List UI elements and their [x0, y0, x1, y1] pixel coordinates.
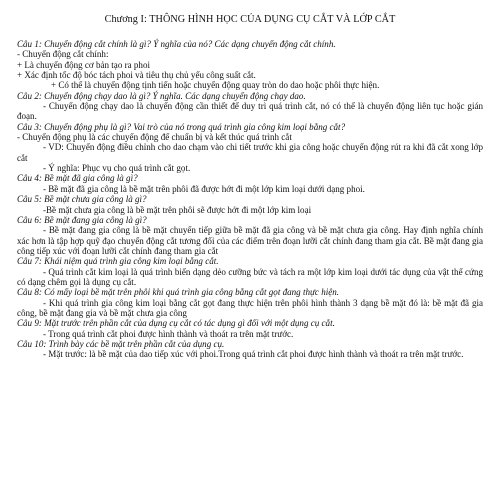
question-heading: Câu 7: Khái niệm quá trình gia công kim loại bằng cắt.: [17, 256, 219, 267]
question-heading: Câu 9: Mặt trước trên phần cắt của dụng cụ cắt có tác dụng gì đối với một dụng cụ cắt.: [17, 318, 335, 329]
question-heading: Câu 8: Có mấy loại bề mặt trên phôi khi quá trình gia công bằng cắt gọt đang thực hiện.: [17, 287, 340, 298]
question-heading: Câu 3: Chuyển động phụ là gì? Vai trò của nó trong quá trình gia công kim loại bằng cắt?: [17, 121, 346, 132]
answer-paragraph: - Ý nghĩa: Phục vụ cho quá trình cắt gọt.: [43, 163, 191, 174]
answer-paragraph: - Quá trình cắt kim loại là quá trình biến dạng dẻo cưỡng bức và tách ra một lớp kim loại dưới tác dụng của vật thể cứng có dạng chêm gọi là dụng cụ cắt.: [17, 266, 483, 287]
answer-paragraph: - Trong quá trình cắt phoi được hình thành và thoát ra trên mặt trước.: [43, 328, 294, 339]
answer-paragraph: -Bề mặt chưa gia công là bề mặt trên phôi sẽ được hớt đi một lớp kim loại: [43, 204, 312, 215]
question-heading: Câu 1: Chuyển động cắt chính là gì? Ý nghĩa của nó? Các dạng chuyển động cắt chính.: [17, 39, 336, 49]
chapter-title: Chương I: THÔNG HÌNH HỌC CỦA DỤNG CỤ CẮT VÀ LỚP CẮT: [104, 14, 396, 25]
answer-paragraph: - Bề mặt đang gia công là bề mặt chuyển tiếp giữa bề mặt đã gia công và bề mặt chưa gia công. Hay định nghĩa chính xác hơn là tập hợp quỹ đạo chuyển động cắt tương đối của các điểm trên đoạn lưỡi cắt chính đang tham gia cắt. Bề mặt đang gia công tiếp xúc với đoạn lưỡi cắt chính đang tham gia cắt: [17, 225, 483, 256]
question-heading: Câu 6: Bề mặt đang gia công là gì?: [17, 214, 147, 225]
question-heading: Câu 10: Trình bày các bề mặt trên phần cắt của dụng cụ.: [17, 338, 225, 349]
answer-paragraph: - Khi quá trình gia công kim loại bằng cắt gọt đang thực hiện trên phôi hình thành 3 dạng bề mặt đó là: bề mặt đã gia công, bề mặt đang gia và bề mặt chưa gia công: [17, 297, 483, 318]
question-heading: Câu 2: Chuyển động chạy dao là gì? Ý nghĩa. Các dạng chuyển động chạy dao.: [17, 90, 306, 101]
answer-paragraph: + Có thể là chuyển động tịnh tiến hoặc chuyển động quay tròn do dao hoặc phôi thực hiện.: [51, 80, 380, 91]
answer-paragraph: - Chuyển động cắt chính:: [17, 49, 109, 60]
answer-paragraph: - Mặt trước: là bề mặt của dao tiếp xúc với phoi.Trong quá trình cắt phoi được hình thành và thoát ra trên mặt trước.: [43, 349, 464, 360]
question-heading: Câu 5: Bề mặt chưa gia công là gì?: [17, 194, 147, 205]
answer-paragraph: - Bề mặt đã gia công là bề mặt trên phôi đã được hớt đi một lớp kim loại dưới dạng phoi.: [43, 183, 365, 194]
document-body: [17, 39, 483, 360]
answer-paragraph: - Chuyển động chạy dao là chuyển động cần thiết để duy trì quá trình cắt, nó có thể là chuyển động liên tục hoặc gián đoạn.: [17, 101, 483, 122]
answer-paragraph: + Là chuyển động cơ bản tạo ra phoi: [17, 59, 150, 70]
question-heading: Câu 4: Bề mặt đã gia công là gì?: [17, 173, 138, 184]
answer-paragraph: + Xác định tốc độ bóc tách phoi và tiêu thụ chủ yếu công suất cắt.: [17, 70, 256, 81]
answer-paragraph: - Chuyển động phụ là các chuyển động để chuẩn bị và kết thúc quá trình cắt: [17, 132, 292, 143]
answer-paragraph: - VD: Chuyển động điều chỉnh cho dao chạm vào chi tiết trước khi gia công hoặc chuyển động rút ra khi đã cắt xong lớp cắt: [17, 142, 483, 163]
